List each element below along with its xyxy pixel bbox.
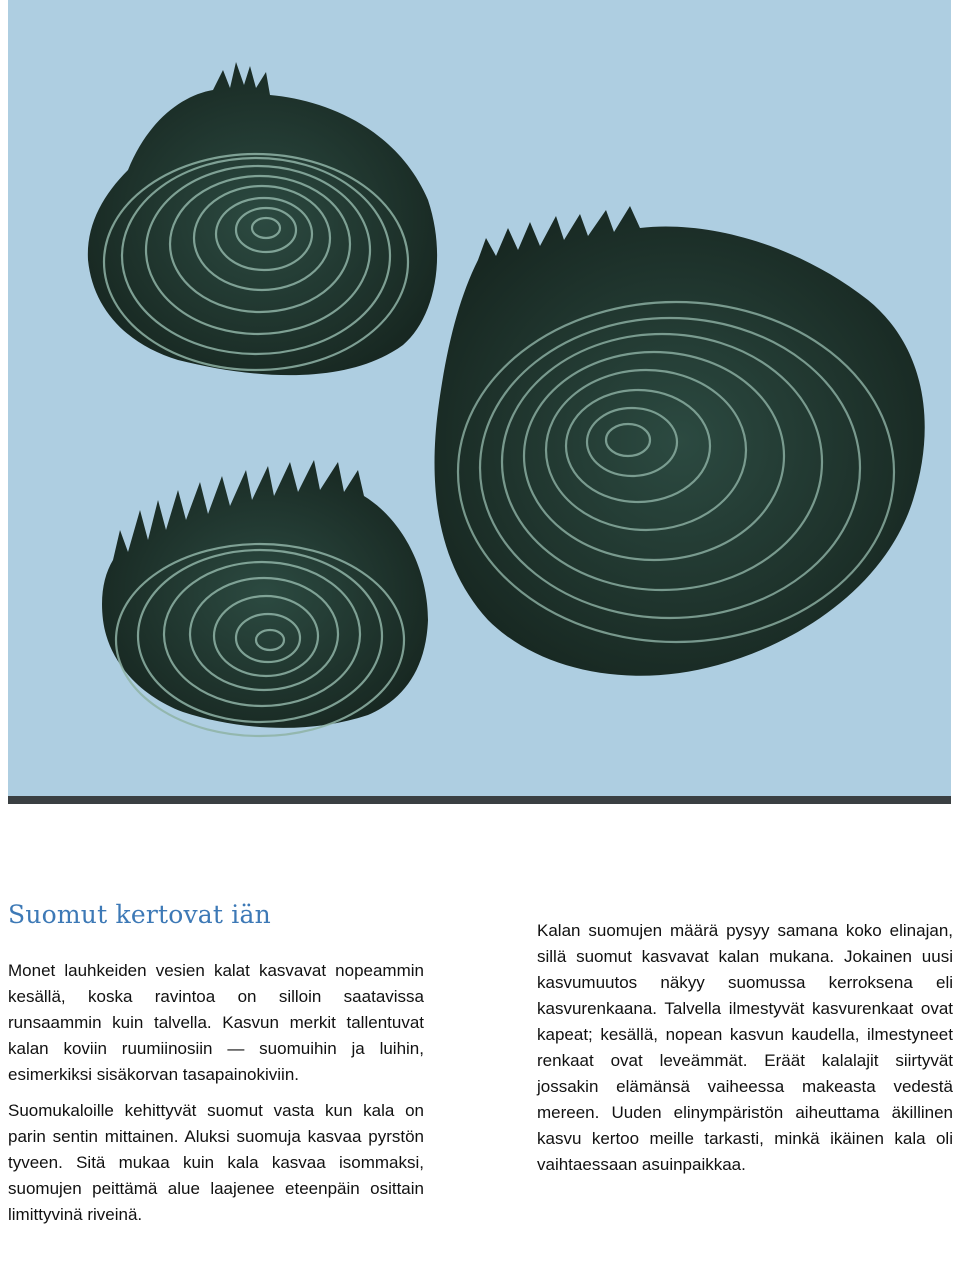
fish-scale-right	[435, 206, 925, 676]
left-text-column	[8, 958, 424, 1228]
fish-scales-illustration	[8, 0, 951, 800]
scales-drawing	[8, 0, 951, 800]
fish-scale-bottom-left	[102, 460, 428, 736]
article-heading: Suomut kertovat iän	[8, 900, 271, 929]
right-text-column	[537, 918, 953, 1178]
fish-scale-top-left	[88, 62, 437, 375]
right-paragraph: Kalan suomujen määrä pysyy samana koko elinajan, sillä suomut kasvavat kalan mukana. Jokainen uusi kasvumuutos näkyy suomussa kerroksena eli kasvurenkaana. Talvella ilmestyvät kasvurenkaat ovat kapeat; kesällä, nopean kasvun kaudella, ilmestyneet renkaat ovat leveämmät. Eräät kalalajit siirtyvät jossakin elämänsä vaiheessa makeasta vedestä mereen. Uuden elinympäristön aiheuttama äkillinen kasvu kertoo meille tarkasti, minkä ikäinen kala oli vaihtaessaan asuinpaikkaa.	[537, 921, 953, 1174]
left-paragraph-2: Suomukaloille kehittyvät suomut vasta kun kala on parin sentin mittainen. Aluksi suomuja kasvaa pyrstön tyveen. Sitä mukaa kuin kala kasvaa isommaksi, suomujen peittämä alue laajenee eteenpäin osittain limittyvinä riveinä.	[8, 1101, 424, 1224]
left-paragraph-1: Monet lauhkeiden vesien kalat kasvavat nopeammin kesällä, koska ravintoa on silloin saatavissa runsaammin kuin talvella. Kasvun merkit tallentuvat kalan koviin ruumiinosiin — suomuihin ja luihin, esimerkiksi sisäkorvan tasapainokiviin.	[8, 961, 424, 1084]
illustration-bottom-edge	[8, 796, 951, 804]
